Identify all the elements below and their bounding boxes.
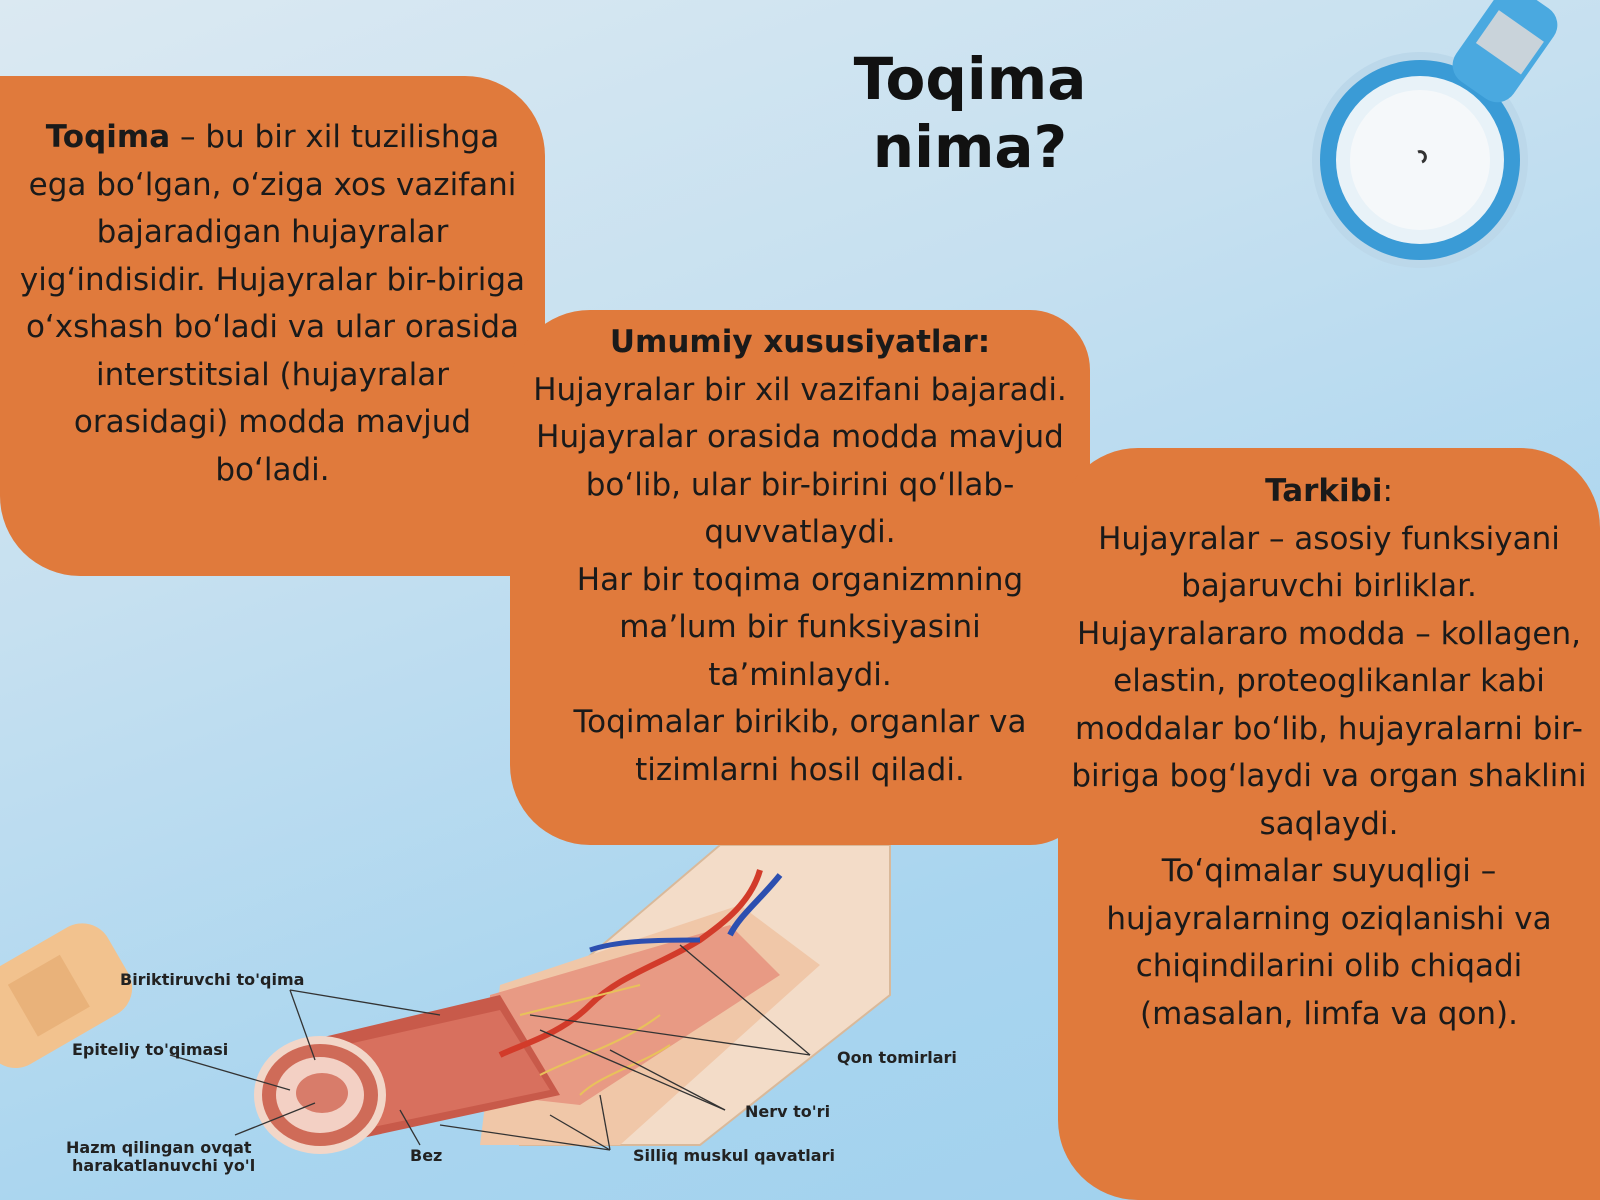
properties-card (510, 310, 1090, 845)
label-digestive-tract-line1: Hazm qilingan ovqat (66, 1138, 252, 1157)
properties-heading-text: Umumiy xususiyatlar: (609, 324, 991, 360)
slide-title: Toqima nima? (853, 45, 1087, 181)
composition-line: Toʻqimalar suyuqligi – hujayralarning oziqlanishi va chiqindilarini olib chiqadi (masalan, limfa va qon). (1106, 853, 1552, 1032)
properties-line: Har bir toqima organizmning maʼlum bir funksiyasini taʼminlaydi. (576, 561, 1024, 693)
properties-line: Hujayralar bir xil vazifani bajaradi. (533, 371, 1067, 408)
stethoscope-image (1300, 0, 1600, 300)
definition-text (14, 114, 531, 494)
definition-term: Toqima (45, 119, 171, 155)
composition-line: Hujayralararo modda – kollagen, elastin, proteoglikanlar kabi moddalar boʻlib, hujayralarni bir-biriga bogʻlaydi va organ shaklini saqlaydi. (1071, 615, 1587, 842)
properties-heading (528, 319, 1072, 367)
label-gland: Bez (410, 1146, 443, 1165)
label-epithelial-tissue: Epiteliy to'qimasi (72, 1040, 229, 1059)
composition-card (1058, 448, 1600, 1200)
composition-heading-text: Tarkibi (1265, 473, 1383, 509)
properties-line: Toqimalar birikib, organlar va tizimlarni hosil qiladi. (573, 704, 1027, 788)
definition-card (0, 76, 545, 576)
tissue-diagram (60, 845, 1000, 1200)
composition-heading (1068, 468, 1590, 516)
properties-line: Hujayralar orasida modda mavjud boʻlib, ular bir-birini qoʻllab-quvvatlaydi. (536, 419, 1064, 550)
label-nerve-network: Nerv to'ri (745, 1102, 831, 1121)
definition-body: – bu bir xil tuzilishga ega boʻlgan, oʻziga xos vazifani bajaradigan hujayralar yigʻindisidir. Hujayralar bir-biriga oʻxshash boʻladi va ular orasida interstitsial (hujayralar orasidagi) modda mavjud boʻladi. (19, 119, 526, 488)
label-connective-tissue: Biriktiruvchi to'qima (120, 970, 305, 989)
composition-line: Hujayralar – asosiy funksiyani bajaruvchi birliklar. (1098, 520, 1560, 604)
label-blood-vessels: Qon tomirlari (837, 1048, 957, 1067)
label-digestive-tract-line2: harakatlanuvchi yo'l (72, 1156, 256, 1175)
label-smooth-muscle: Silliq muskul qavatlari (633, 1146, 835, 1165)
composition-heading-colon: : (1382, 473, 1393, 509)
